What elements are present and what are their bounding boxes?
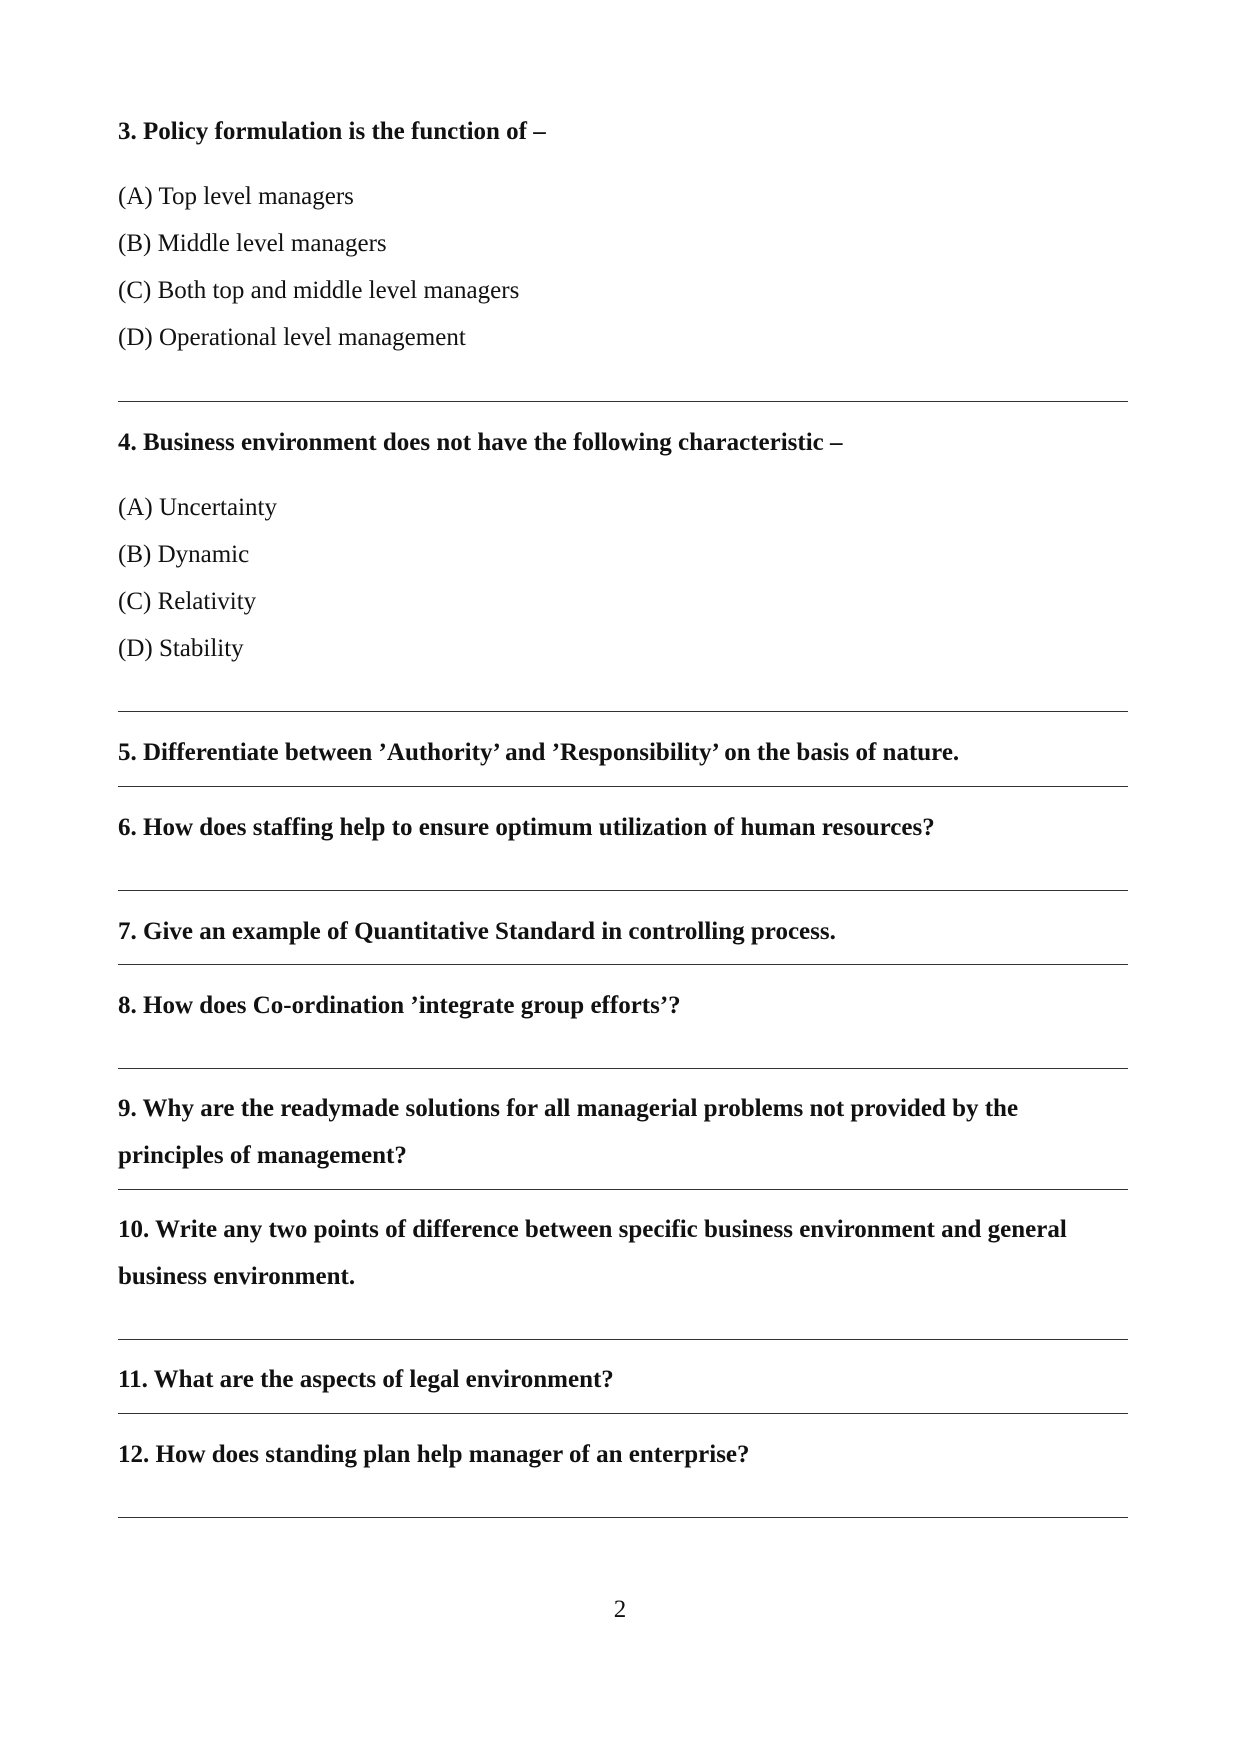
question-3-option-a: (A) Top level managers [118,183,354,210]
divider [118,964,1128,965]
question-4-option-a: (A) Uncertainty [118,494,277,521]
divider [118,1068,1128,1069]
question-6: 6. How does staffing help to ensure optimum utilization of human resources? [118,814,935,841]
question-9: 9. Why are the readymade solutions for all managerial problems not provided by the principles of management? [118,1095,1019,1169]
divider [118,1413,1128,1414]
question-3-option-d: (D) Operational level management [118,324,466,351]
question-5: 5. Differentiate between ’Authority’ and ’Responsibility’ on the basis of nature. [118,739,960,766]
divider [118,711,1128,712]
question-8: 8. How does Co-ordination ’integrate group efforts’? [118,992,681,1019]
question-11: 11. What are the aspects of legal environment? [118,1366,614,1393]
question-10: 10. Write any two points of difference between specific business environment and general business environment. [118,1216,1067,1290]
question-3-option-c: (C) Both top and middle level managers [118,277,520,304]
question-12: 12. How does standing plan help manager of an enterprise? [118,1441,750,1468]
question-4: 4. Business environment does not have the following characteristic – [118,429,843,456]
question-3: 3. Policy formulation is the function of – [118,118,546,145]
divider [118,786,1128,787]
divider [118,1339,1128,1340]
divider [118,401,1128,402]
divider [118,890,1128,891]
page-number: 2 [613,1596,627,1623]
question-4-option-c: (C) Relativity [118,588,257,615]
question-3-option-b: (B) Middle level managers [118,230,387,257]
question-4-option-b: (B) Dynamic [118,541,250,568]
question-4-option-d: (D) Stability [118,635,244,662]
divider [118,1517,1128,1518]
divider [118,1189,1128,1190]
question-7: 7. Give an example of Quantitative Standard in controlling process. [118,918,836,945]
